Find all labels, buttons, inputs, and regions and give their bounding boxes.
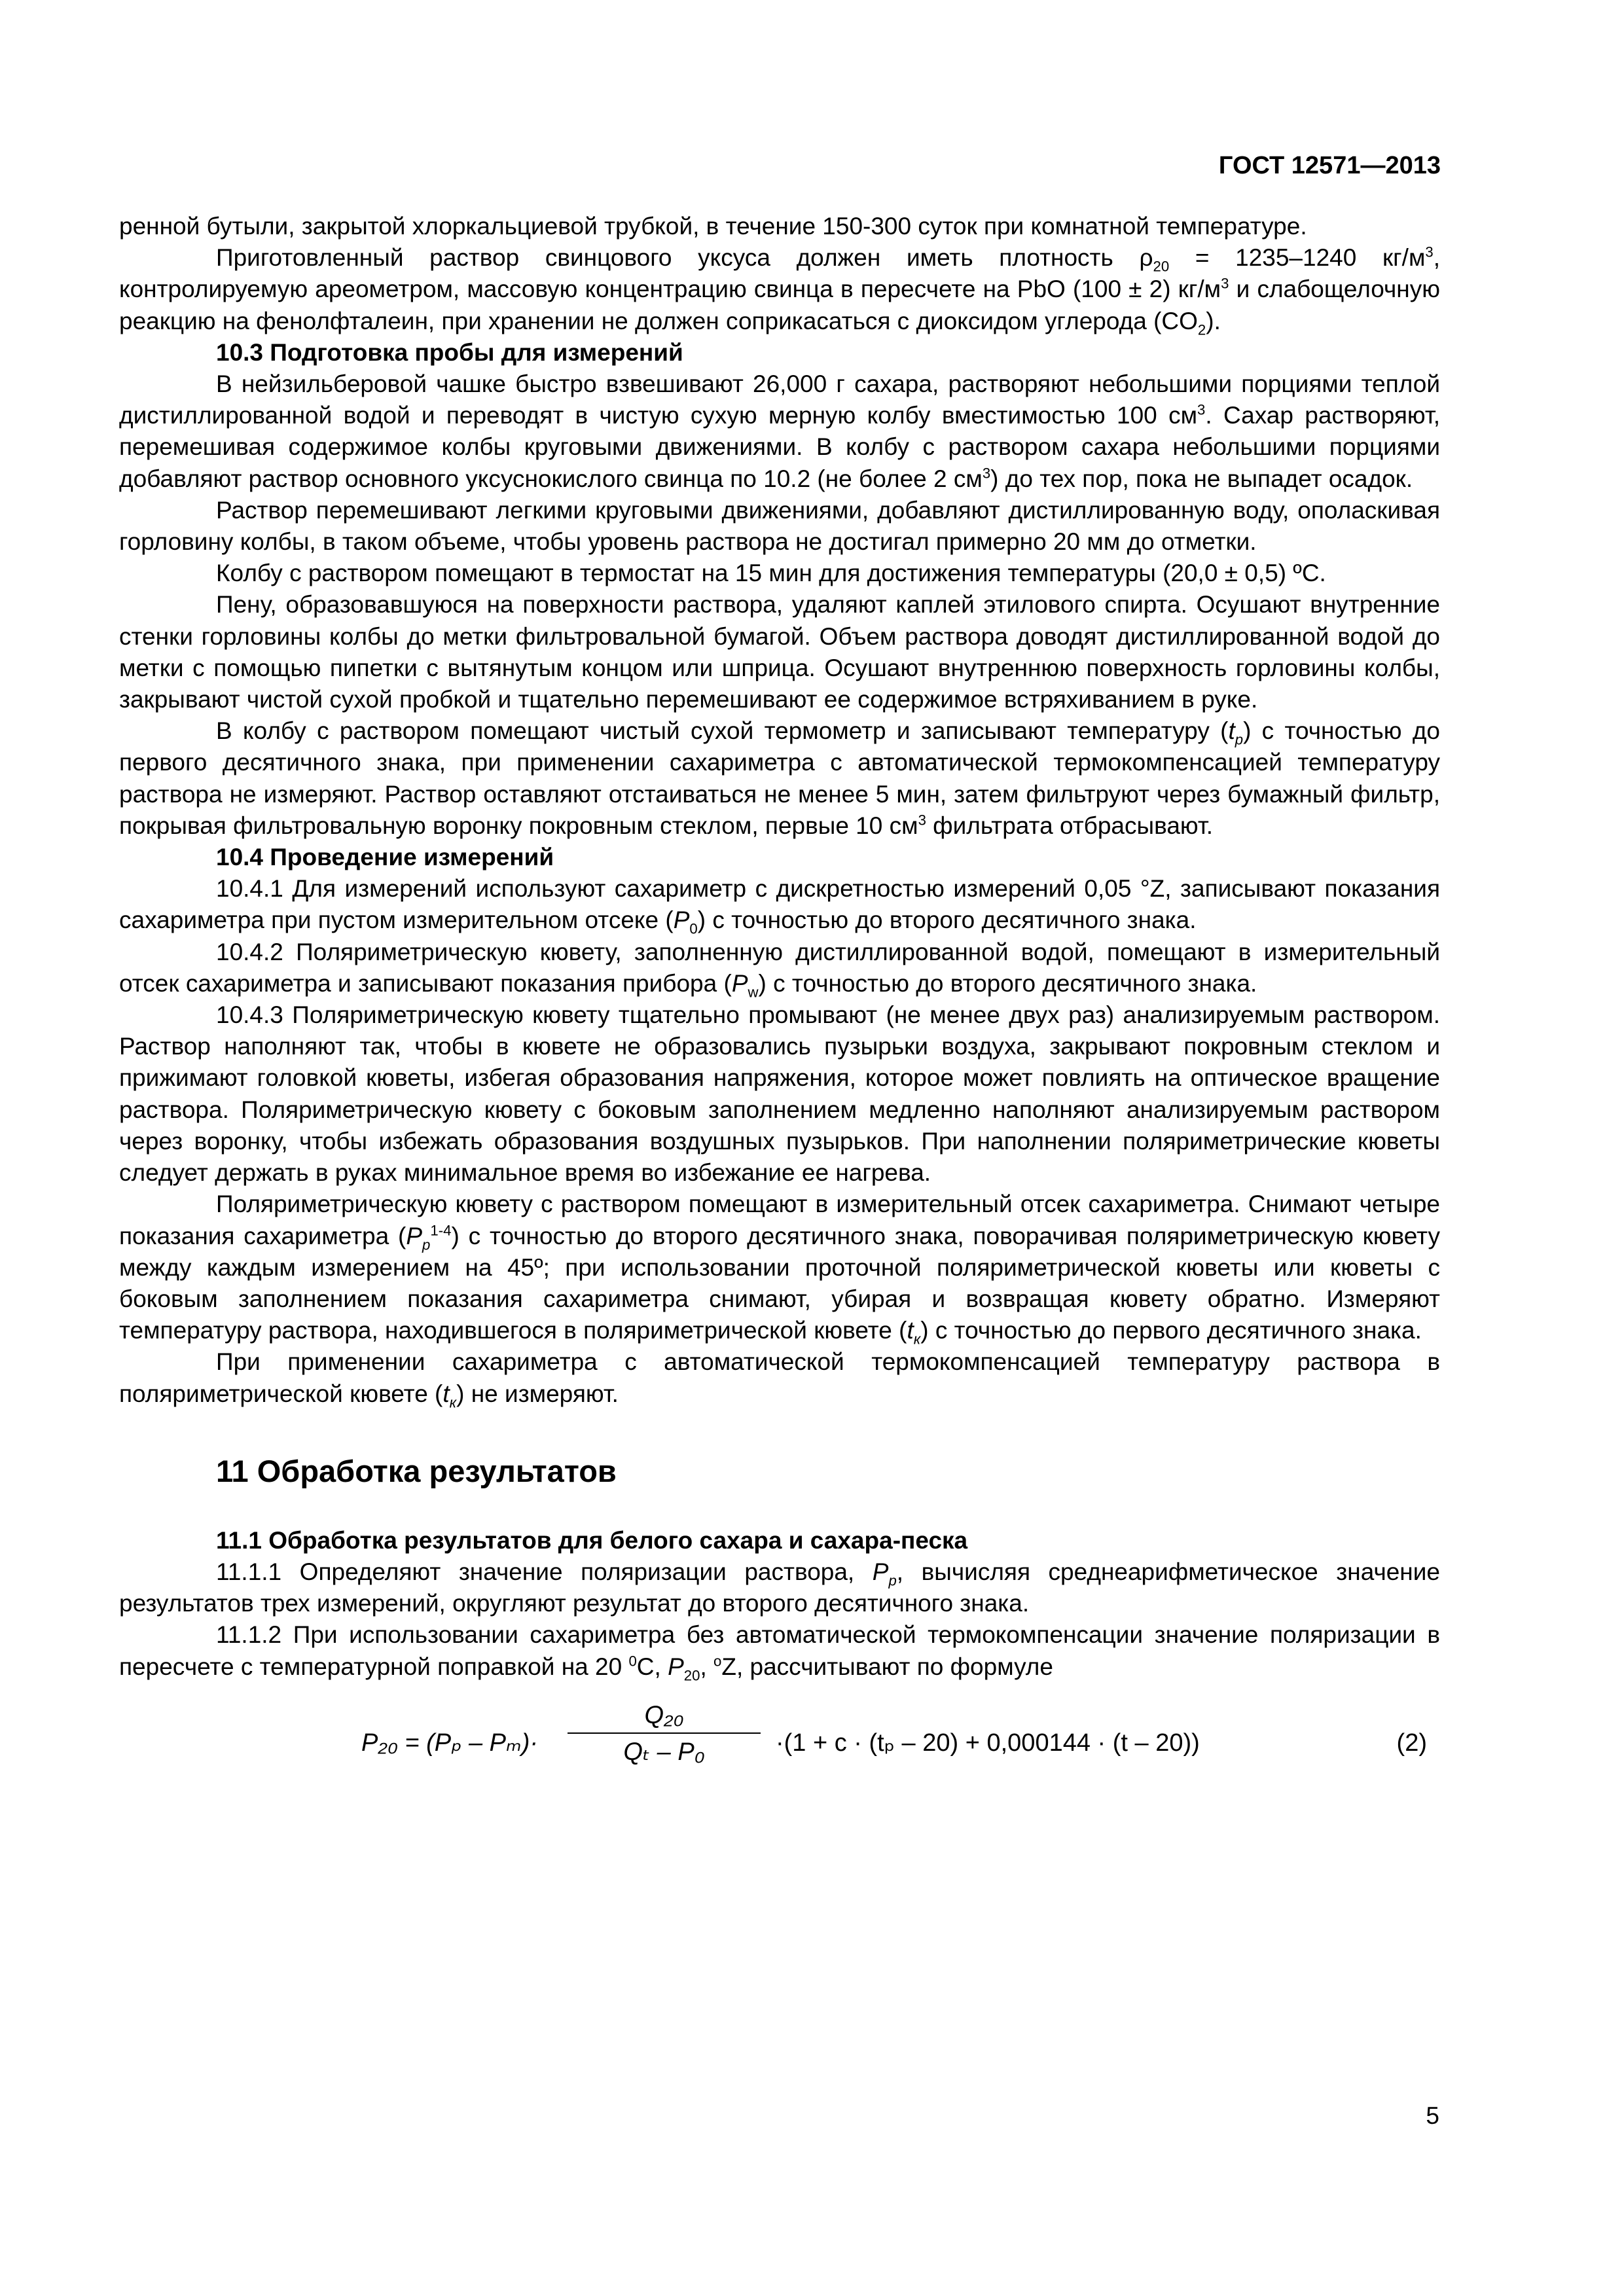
paragraph: Колбу с раствором помещают в термостат на 15 мин для достижения температуры (20,0 ± 0,5) ºС. — [216, 560, 1326, 587]
paragraph: 10.4.2 Поляриметрическую кювету, заполненную дистиллированной водой, помещают в измерительный отсек сахариметра и записывают показания прибора $(P_w)$ с точностью до второго десятичного знака. — [119, 938, 1440, 1001]
fraction-bar — [568, 1732, 761, 1734]
paragraph: 10.4.1 Для измерений используют сахариметр с дискретностью измерений 0,05 °Z, записывают показания сахариметра при пустом измерительном отсеке $(P_0)$ с точностью до второго десятичного знака. — [119, 875, 1440, 937]
paragraph: Приготовленный раствор свинцового уксуса должен иметь плотность $\rho_{20} = 1235-1240$ $кг/м^3$, контролируемую ареометром, массовую концентрацию свинца в пересчете на PbO (100 ± 2) $кг/м^3$ и слабощелочную реакцию на фенолфталеин, при хранении не должен соприкасаться с диоксидом углерода $(CO_2)$. — [119, 243, 1441, 338]
formula-lhs: P₂₀ = (Pₚ – Pₘ)· — [361, 1729, 539, 1757]
section-heading: 10.4 Проведение измерений — [216, 844, 554, 871]
paragraph: 11.1.2 При использовании сахариметра без автоматической термокомпенсации значение поляризации в пересчете с температурной поправкой на 20 $^0$С, $P_{20}$, $^o$Z, рассчитывают по формуле — [119, 1621, 1440, 1683]
formula-2 — [119, 1700, 1440, 1785]
paragraph: 11.1.1 Определяют значение поляризации раствора, $P_p$, вычисляя среднеарифметическое значение результатов трех измерений, округляют результат до второго десятичного знака. — [119, 1558, 1440, 1617]
formula-fraction — [568, 1700, 761, 1767]
paragraph: ренной бутыли, закрытой хлоркальциевой трубкой, в течение 150-300 суток при комнатной температуре. — [119, 213, 1307, 240]
paragraph: Пену, образовавшуюся на поверхности раствора, удаляют каплей этилового спирта. Осушают внутренние стенки горловины колбы до метки фильтровальной бумагой. Объем раствора доводят дистиллированной водой до метки с помощью пипетки с вытянутым концом или шприца. Осушают внутреннюю поверхность горловины колбы, закрывают чистой сухой пробкой и тщательно перемешивают ее содержимое встряхиванием в руке. — [119, 591, 1440, 713]
document-code: ГОСТ 12571—2013 — [1218, 152, 1441, 179]
paragraph: В нейзильберовой чашке быстро взвешивают 26,000 г сахара, растворяют небольшими порциями теплой дистиллированной водой и переводят в чистую сухую мерную колбу вместимостью 100 $см^3$. Сахар растворяют, перемешивая содержимое колбы круговыми движениями. В колбу с раствором сахара небольшими порциями добавляют раствор основного уксуснокислого свинца по 10.2 (не более 2 $см^3$) до тех пор, пока не выпадет осадок. — [119, 370, 1440, 492]
formula-number: (2) — [1396, 1729, 1427, 1757]
paragraph: 10.4.3 Поляриметрическую кювету тщательно промывают (не менее двух раз) анализируемым раствором. Раствор наполняют так, чтобы в кювете не образовались пузырьки воздуха, закрывают покровным стеклом и прижимают головкой кюветы, избегая образования напряжения, которое может повлиять на оптическое вращение раствора. Поляриметрическую кювету с боковым заполнением медленно наполняют анализируемым раствором через воронку, чтобы избежать образования воздушных пузырьков. При наполнении поляриметрические кюветы следует держать в руках минимальное время во избежание ее нагрева. — [119, 1001, 1440, 1187]
page-body — [119, 211, 1440, 1785]
paragraph: В колбу с раствором помещают чистый сухой термометр и записывают температуру $(t_p)$ с точностью до первого десятичного знака, при применении сахариметра с автоматической термокомпенсацией температуру раствора не измеряют. Раствор оставляют отстаиваться не менее 5 мин, затем фильтруют через бумажный фильтр, покрывая фильтровальную воронку покровным стеклом, первые 10 $см^3$ фильтрата отбрасывают. — [119, 717, 1440, 839]
formula-rhs: ·(1 + c · (tₚ – 20) + 0,000144 · (t – 20)) — [776, 1729, 1200, 1757]
section-heading: 10.3 Подготовка пробы для измерений — [216, 338, 683, 366]
section-heading: 11.1 Обработка результатов для белого сахара и сахара-песка — [216, 1526, 968, 1554]
paragraph: При применении сахариметра с автоматической термокомпенсацией температуру раствора в поляриметрической кювете $(t_к)$ не измеряют. — [119, 1348, 1440, 1410]
paragraph: Поляриметрическую кювету с раствором помещают в измерительный отсек сахариметра. Снимают четыре показания сахариметра $(P_p^{1-4})$ с точностью до второго десятичного знака, поворачивая поляриметрическую кювету между каждым измерением на 45º; при использовании проточной поляриметрической кюветы или кюветы с боковым заполнением показания сахариметра снимают, убирая и возвращая кювету обратно. Измеряют температуру раствора, находившегося в поляриметрической кювете $(t_к)$ с точностью до первого десятичного знака. — [119, 1191, 1440, 1348]
formula-denominator: Qₜ – P₀ — [623, 1738, 705, 1766]
chapter-heading: 11 Обработка результатов — [216, 1453, 617, 1488]
formula-numerator: Q₂₀ — [644, 1701, 684, 1729]
paragraph: Раствор перемешивают легкими круговыми движениями, добавляют дистиллированную воду, ополаскивая горловину колбы, в таком объеме, чтобы уровень раствора не достигал примерно 20 мм до отметки. — [119, 496, 1440, 556]
page-number: 5 — [1426, 2102, 1439, 2129]
